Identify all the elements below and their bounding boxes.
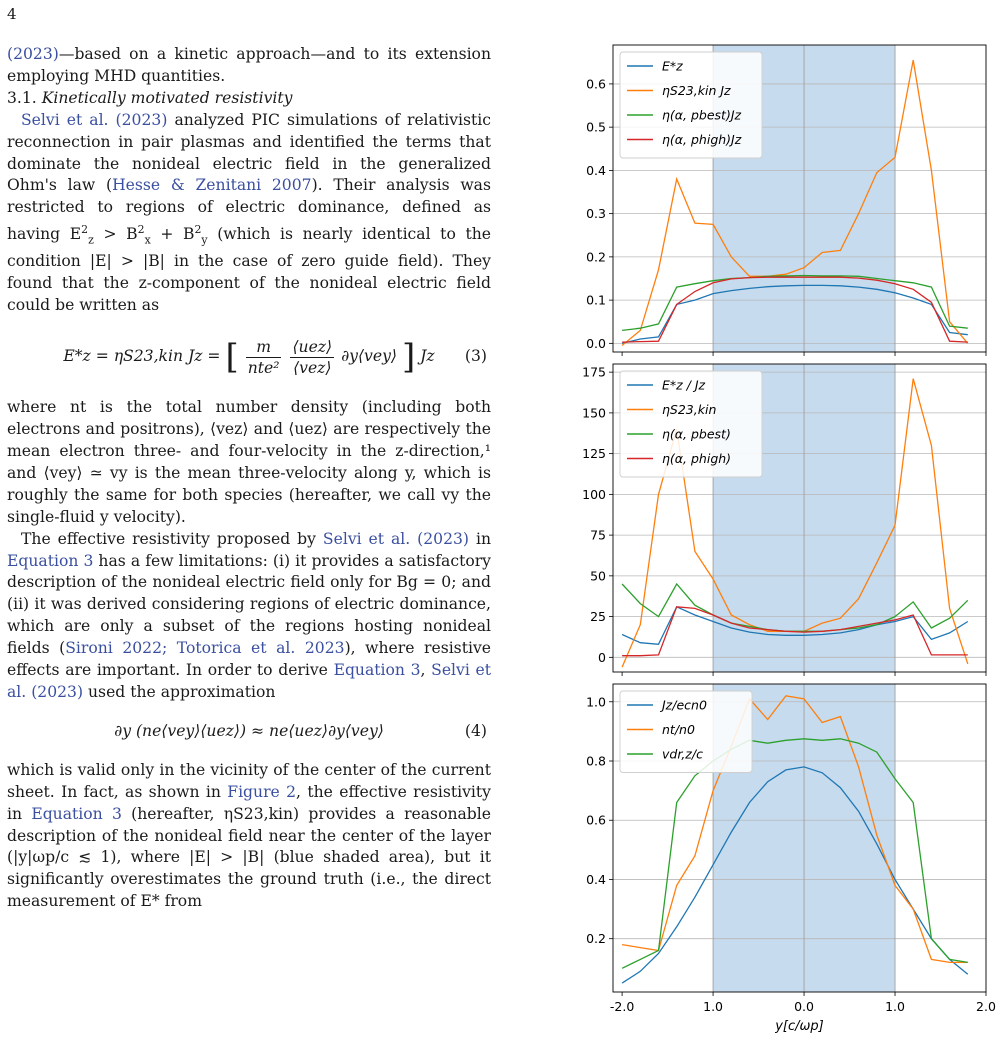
y-tick-label: 1.0 <box>586 694 606 710</box>
equation-link[interactable]: Equation 3 <box>333 661 421 680</box>
y-tick-label: 0.5 <box>586 119 606 135</box>
y-tick-label: 0.3 <box>586 206 606 222</box>
legend-label: η(α, pbest)Jz <box>662 107 742 123</box>
figure-link[interactable]: Figure 2 <box>227 782 297 801</box>
paragraph-4 <box>7 529 491 704</box>
equation-link[interactable]: Equation 3 <box>31 804 122 823</box>
paragraph-text: + B <box>150 225 195 244</box>
y-tick-label: 125 <box>582 446 606 462</box>
y-tick-label: 75 <box>590 527 606 543</box>
subsection-number: 3.1. <box>7 88 37 107</box>
equation-expression: ∂y (ne⟨vey⟩⟨uez⟩) ≈ ne⟨uez⟩∂y⟨vey⟩ <box>114 721 384 740</box>
x-tick-label: 2.0 <box>976 999 996 1014</box>
y-tick-label: 100 <box>582 486 606 502</box>
y-tick-label: 0.6 <box>586 76 606 92</box>
legend-label: nt/n0 <box>662 722 695 737</box>
legend-label: E*z / Jz <box>662 377 706 393</box>
y-tick-label: 0.1 <box>586 292 606 308</box>
y-tick-label: 0.0 <box>586 335 606 351</box>
citation-link[interactable]: Sironi 2022; Totorica et al. 2023 <box>65 639 345 658</box>
y-tick-label: 0.8 <box>586 753 606 769</box>
equation-term: ∂y⟨vey⟩ <box>341 347 397 366</box>
paragraph-text: ), where resistive effects are important. In order to derive <box>7 639 491 680</box>
paragraph-text: The effective resistivity proposed by <box>21 529 323 548</box>
x-tick-label: 0.0 <box>794 999 814 1014</box>
legend-label: η(α, phigh)Jz <box>662 132 742 147</box>
y-tick-label: 150 <box>582 405 606 421</box>
equation-link[interactable]: Equation 3 <box>7 551 94 570</box>
citation-link[interactable]: Hesse & Zenitani 2007 <box>112 176 312 195</box>
paragraph-text: analyzed PIC simulations of relativistic reconnection in pair plasmas and identified the terms that dominate the nonideal electric field in the generalized Ohm's law ( <box>7 110 492 195</box>
equation-number: (3) <box>464 347 487 366</box>
legend-label: η(α, pbest) <box>662 426 731 442</box>
citation-link[interactable]: (2023) <box>7 45 59 63</box>
equation-3: E*z = ηS23,kin Jz = [ $\frac{m}{\text{nte²}}$ $\frac{\text{⟨uez⟩}}{\text{⟨vez⟩}}$ ∂y⟨vey⟩ ] Jz (3) <box>7 327 491 385</box>
denominator: nte² <box>247 358 280 377</box>
fraction <box>246 337 282 378</box>
citation-link[interactable]: Selvi et al. (2023) <box>7 661 491 701</box>
y-tick-label: 0.4 <box>586 871 606 887</box>
subsection-heading <box>7 88 491 110</box>
subsection-title: Kinetically motivated resistivity <box>41 88 293 107</box>
legend-label: ηS23,kin Jz <box>662 83 731 98</box>
citation-link[interactable]: Selvi et al. (2023) <box>21 110 168 129</box>
paragraph-text: which is valid only in the vicinity of the center of the current sheet. In fact, as shown in <box>7 760 491 801</box>
y-tick-label: 0.2 <box>586 249 606 265</box>
legend-label: ηS23,kin <box>662 402 717 417</box>
figure-svg <box>548 30 998 1054</box>
equation-number: (4) <box>464 721 487 740</box>
y-tick-label: 25 <box>590 609 606 625</box>
y-tick-label: 0.2 <box>586 931 606 947</box>
paragraph-text: (which is nearly identical to the condition |E| > |B| in the case of zero guide field). They found that the z-component of the nonideal electric field could be written as <box>7 225 491 315</box>
paragraph-text: > B <box>93 225 138 244</box>
paragraph-5 <box>7 760 491 913</box>
legend-label: E*z <box>662 58 683 74</box>
paragraph-text: , the effective resistivity in <box>7 782 491 823</box>
numerator: m <box>246 337 282 358</box>
text-column <box>7 44 491 913</box>
paragraph-text: (hereafter, ηS23,kin) provides a reasonable description of the nonideal field near the center of the layer (|y|ωp/c ≲ 1), where |E| > |B| (blue shaded area), but it significantly overestimates the ground truth (i.e., the direct measurement of E* from <box>7 804 491 911</box>
legend-label: vdr,z/c <box>662 746 703 762</box>
paragraph-3: where nt is the total number density (including both electrons and positrons), ⟨vez⟩ and ⟨uez⟩ are respectively the mean electron three- and four-velocity in the z-direction,¹ and ⟨vey⟩ ≃ vy is the mean three-velocity along y, which is roughly the same for both species (hereafter, we call vy the single-fluid y velocity). <box>7 398 491 526</box>
equation-lhs: E*z = ηS23,kin Jz = <box>63 347 221 366</box>
citation-link[interactable]: Selvi et al. (2023) <box>322 529 470 548</box>
paragraph-2: Selvi et al. (2023) analyzed PIC simulations of relativistic reconnection in pair plasmas and identified the terms that dominate the nonideal electric field in the generalized Ohm's law (Hesse & Zenitani 2007). Their analysis was restricted to regions of electric dominance, defined as having $E^2_z > B^2_x + B^2_y$ (which is nearly identical to the condition |E| > |B| in the case of zero guide field). They found that the z-component of the nonideal electric field could be written as <box>7 110 492 315</box>
figure-2 <box>548 30 998 1054</box>
x-tick-label: -2.0 <box>609 999 635 1014</box>
legend-label: Jz/ecn0 <box>662 697 707 713</box>
paragraph-text: , <box>420 661 432 680</box>
equation-4 <box>7 714 491 748</box>
paragraph-text: —based on a kinetic approach—and to its extension employing MHD quantities. <box>7 45 491 85</box>
numerator: ⟨uez⟩ <box>292 337 333 356</box>
equation-term: Jz <box>420 347 435 366</box>
paragraph-text: used the approximation <box>83 682 276 701</box>
paragraph-1 <box>7 44 491 88</box>
y-tick-label: 0 <box>598 649 606 665</box>
fraction <box>290 337 334 378</box>
legend-label: η(α, phigh) <box>662 451 732 466</box>
x-axis-label: y[c/ωp] <box>775 1019 824 1034</box>
y-tick-label: 0.6 <box>586 812 606 828</box>
paragraph-text: in <box>469 529 491 548</box>
x-tick-label: 1.0 <box>703 999 724 1014</box>
paragraph-text: ). Their analysis was restricted to regions of electric dominance, defined as having E <box>7 176 491 244</box>
paragraph-text: has a few limitations: (i) it provides a satisfactory description of the nonideal electric field only for Bg = 0; and (ii) it was derived considering regions of electric dominance, which are only a subset of the regions hosting nonideal fields ( <box>7 551 491 658</box>
y-tick-label: 50 <box>590 568 606 584</box>
denominator: ⟨vez⟩ <box>293 358 332 377</box>
y-tick-label: 175 <box>582 364 606 380</box>
page-number: 4 <box>7 5 17 23</box>
x-tick-label: 1.0 <box>885 999 905 1014</box>
y-tick-label: 0.4 <box>586 162 606 178</box>
